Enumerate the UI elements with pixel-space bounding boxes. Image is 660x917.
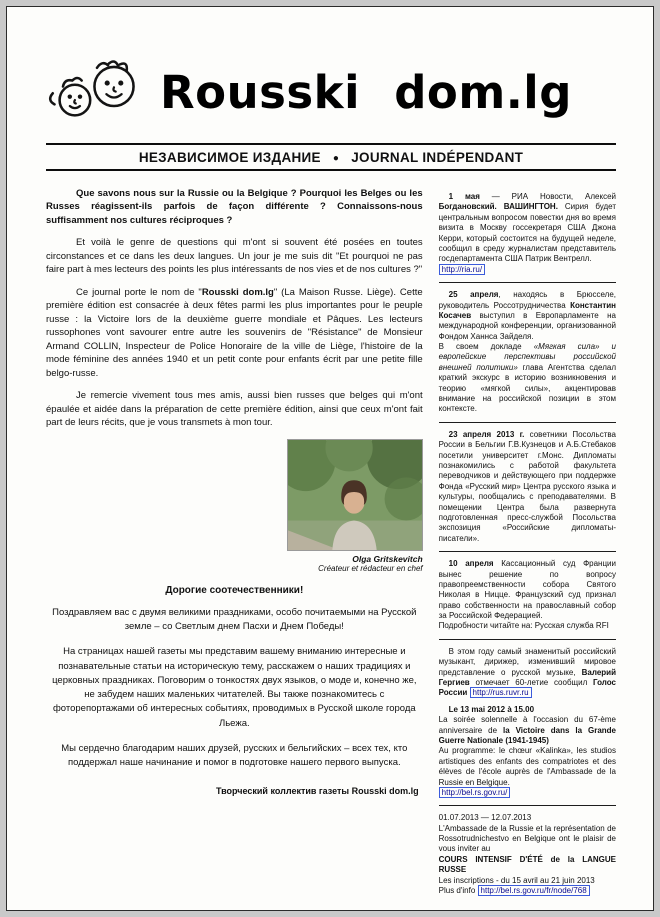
- text-run: — РИА Новости, Алексей: [479, 192, 616, 201]
- news-divider: [439, 422, 616, 423]
- text-run: Кассационный суд Франции вынес решение по вопросу правопреемственности собора Святого Николая в Ницце. Французский суд признал право собственности на православный собор за Российской Федерацией.: [438, 559, 616, 621]
- news-divider: [439, 639, 616, 640]
- text-run: 25 апреля: [448, 290, 499, 300]
- greeting-paragraph: Поздравляем вас с двумя великими праздниками, особо почитаемыми на Русской земле – со Светлым днем Пасхи и Днем Победы!: [52, 606, 417, 632]
- text-run: Сирия будет центральным вопросом повестки дня во время визита в Москву госсекретаря США Джона Керри, который состоится на будущей неделе, сообщил в среду журналистам представитель госдепартамента США Патрик Вентрелл.: [438, 202, 616, 264]
- editorial-paragraph: [46, 389, 423, 429]
- greeting-title: Дорогие соотечественники!: [165, 584, 304, 596]
- text-run: La soirée solennelle à l'occasion du 67-ème anniversaire de: [438, 715, 616, 735]
- newspaper-page: [6, 6, 654, 911]
- news-link[interactable]: http://bel.rs.gov.ru/: [439, 787, 511, 798]
- text-run: Ce journal porte le nom de ": [76, 286, 202, 298]
- masthead-subtitle: [46, 145, 616, 169]
- editor-photo: [287, 439, 423, 551]
- news-item: [439, 647, 616, 699]
- text-run: Les inscriptions - du 15 avril au 21 juin 2013: [438, 875, 595, 885]
- editorial-paragraph: [46, 187, 423, 227]
- text-run: В этом году самый знаменитый российский музыкант, дирижер, изменивший мировое представление о русской музыке,: [438, 646, 616, 677]
- editorial-paragraph: [46, 286, 423, 380]
- text-run: Валерий Гергиев: [438, 667, 616, 688]
- news-link[interactable]: http://bel.rs.gov.ru/fr/node/768: [478, 885, 590, 896]
- editor-photo-block: [287, 439, 423, 573]
- editorial-paragraphs: [46, 187, 423, 430]
- text-run: Et voilà le genre de questions qui m'ont si souvent été posées en toutes circonstances et ce dans les deux langues. Un jour je me suis dit "Et pourquoi ne pas faire part à mes lecteurs des points les plus intéressants de nos vies et de nos cultures ?": [46, 237, 423, 276]
- editorial-column: [46, 187, 423, 902]
- text-run: Le 13 mai 2012 à 15.00: [448, 704, 535, 714]
- editorial-paragraph: [46, 236, 423, 276]
- text-run: 23 апреля 2013 г.: [448, 429, 525, 439]
- masthead: [46, 51, 616, 171]
- photo-caption: [287, 554, 423, 573]
- text-run: Au programme: le chœur «Kalinka», les studios artistiques des enfants des compatriotes et des élèves de l'école auprès de l'Ambassade de la Russie en Belgique.: [438, 746, 616, 787]
- text-run: глава Агентства сделал краткий экскурс в историю возникновения и теорию «мягкой силы», акцентировав внимание на российской позиции в этом контексте.: [438, 362, 616, 414]
- news-item: [439, 813, 616, 896]
- subtitle-french: JOURNAL INDÉPENDANT: [351, 150, 524, 165]
- text-run: " (La Maison Russe. Liège). Cette première édition est consacrée à deux fêtes parmi les plus importantes pour le peuple russe : la Victoire lors de la deuxième guerre mondiale et Pâques. Les lecteurs russophones vont savourer entre autre les souvenirs de "Résistance" de Monsieur Armand COLLIN, Inspecteur de Police Honoraire de la ville de Liège, l'histoire de la mode féminine des années 1940 et un petit conte pour enfants écrit par une petite fille belgo-russe.: [46, 286, 423, 379]
- text-run: COURS INTENSIF D'ÉTÉ de la LANGUE RUSSE: [438, 854, 616, 875]
- text-run: Константин Косачев: [438, 300, 616, 320]
- text-run: Rousski dom.lg: [201, 286, 274, 298]
- news-item: [439, 192, 616, 275]
- text-run: 01.07.2013 — 12.07.2013: [438, 813, 532, 823]
- photo-caption-name: Olga Gritskevitch: [352, 553, 423, 564]
- masthead-rule-bottom: [46, 169, 616, 171]
- news-item: [439, 290, 616, 415]
- news-item: [439, 559, 616, 632]
- newspaper-title: Rousski dom.lg: [160, 65, 572, 119]
- text-run: Богдановский. ВАШИНГТОН.: [438, 202, 558, 212]
- text-run: , находясь в Брюсселе, руководитель Россотрудничества: [438, 290, 616, 310]
- page-content: [46, 187, 616, 902]
- signature: Творческий коллектив газеты Rousski dom.lg: [215, 786, 419, 797]
- text-run: Je remercie vivement tous mes amis, aussi bien russes que belges qui m'ont épaulée et aidée dans la préparation de cette première édition, ainsi que ceux m'ont fait part de leurs récits, que je vous transmets à mon tour.: [46, 390, 423, 429]
- text-run: L'Ambassade de la Russie et la représentation de Rossotrudnichestvo en Belgique ont le plaisir de vous inviter au: [438, 823, 616, 854]
- text-run: Голос России: [438, 678, 616, 698]
- text-run: В своем докладе: [438, 342, 534, 352]
- cartoon-faces-icon: [46, 53, 148, 131]
- news-column: [439, 187, 616, 902]
- text-run: Подробности читайте на: Русская служба RFI: [438, 621, 609, 631]
- text-run: la Victoire dans la Grande Guerre Nationale (1941-1945): [438, 725, 616, 745]
- text-run: 1 мая: [448, 192, 480, 201]
- text-run: отмечает 60-летие сообщил: [469, 678, 593, 688]
- bullet-icon: ●: [332, 153, 340, 164]
- news-divider: [439, 551, 616, 552]
- text-run: Plus d'info: [438, 886, 478, 896]
- masthead-row: [46, 51, 616, 133]
- news-item: [439, 705, 616, 799]
- news-link[interactable]: http://ria.ru/: [439, 264, 485, 275]
- news-divider: [439, 282, 616, 283]
- subtitle-russian: НЕЗАВИСИМОЕ ИЗДАНИЕ: [138, 150, 321, 165]
- news-item: [439, 430, 616, 544]
- greeting-paragraph: На страницах нашей газеты мы представим вашему вниманию интересные и познавательные статьи на историческую тему, расскажем о наших традициях и церковных праздниках. Поговорим о тонкостях двух языков, о моде и, конечно же, не забудем наших маленьких читателей. Вы также познакомитесь с фоторепортажами об интересных событиях, проводимых в Русской школе города Льежа.: [52, 646, 417, 729]
- news-divider: [439, 805, 616, 806]
- text-run: Que savons nous sur la Russie ou la Belgique ? Pourquoi les Belges ou les Russes réagissent-ils parfois de façon différente ? Connaissons-nous suffisamment nos cultures réciproques ?: [46, 188, 423, 226]
- text-run: 10 апреля: [448, 559, 494, 569]
- text-run: «Мягкая сила» и европейские перспективы российской внешней политики»: [438, 342, 616, 372]
- greeting-paragraphs: [46, 606, 423, 771]
- text-run: выступил в Европарламенте на международной конференции, организованной Фондом Ханнса Зайделя.: [438, 310, 616, 341]
- photo-caption-role: Créateur et rédacteur en chef: [318, 563, 423, 573]
- greeting-paragraph: Мы сердечно благодарим наших друзей, русских и бельгийских – всех тех, кто поддержал наше начинание и помог в подготовке нашего первого выпуска.: [61, 742, 408, 768]
- news-link[interactable]: http://rus.ruvr.ru: [470, 687, 532, 698]
- text-run: советники Посольства России в Бельгии Г.В.Кузнецов и А.Б.Стебаков посетили университет г.Монс. Дипломаты познакомились с работой факультета переводчиков и действующего при поддержке Фонда «Русский мир» Центра русского языка и культуры, пообщались с преподавателями. В помещении Центра была развернута подготовленная пресс-службой Посольства экспозиция «Российские дипломаты-писатели».: [438, 429, 617, 543]
